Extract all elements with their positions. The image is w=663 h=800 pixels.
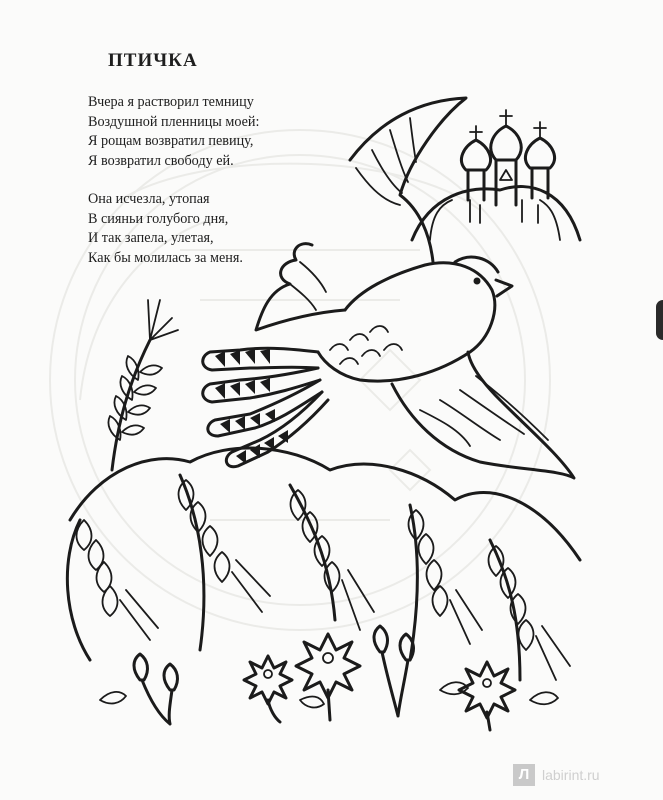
cornflower (244, 656, 292, 722)
bird-back-wing (256, 244, 345, 330)
church-dome-center (491, 110, 521, 205)
poem-line: Я возвратил свободу ей. (88, 152, 234, 169)
poem-line: Как бы молилась за меня. (88, 249, 243, 266)
bluebell (134, 654, 177, 724)
poem-line: И так запела, улетая, (88, 230, 214, 246)
watermark-logo: Л (513, 764, 535, 786)
poem-line: Вчера я растворил темницу (88, 94, 254, 110)
poem-line: Воздушной пленницы моей: (88, 113, 260, 130)
bird-eye (474, 278, 481, 285)
bird-beak (496, 280, 512, 296)
poem-line: Она исчезла, утопая (88, 191, 210, 207)
cornflower (459, 662, 515, 730)
flowers (100, 626, 558, 730)
bluebell (374, 626, 413, 716)
cornflower (296, 634, 360, 720)
poem-line: Я рощам возвратил певицу, (88, 133, 254, 149)
church-illustration (412, 110, 580, 240)
page-edge-tab (656, 300, 663, 340)
bird-lower-wing (392, 352, 574, 478)
watermark-text: labirint.ru (542, 767, 600, 783)
wheat-stalk-left (108, 300, 178, 470)
bird-body (318, 263, 495, 381)
poem-line: В сияньи голубого дня, (88, 210, 229, 227)
poem-title: ПТИЧКА (108, 50, 198, 71)
